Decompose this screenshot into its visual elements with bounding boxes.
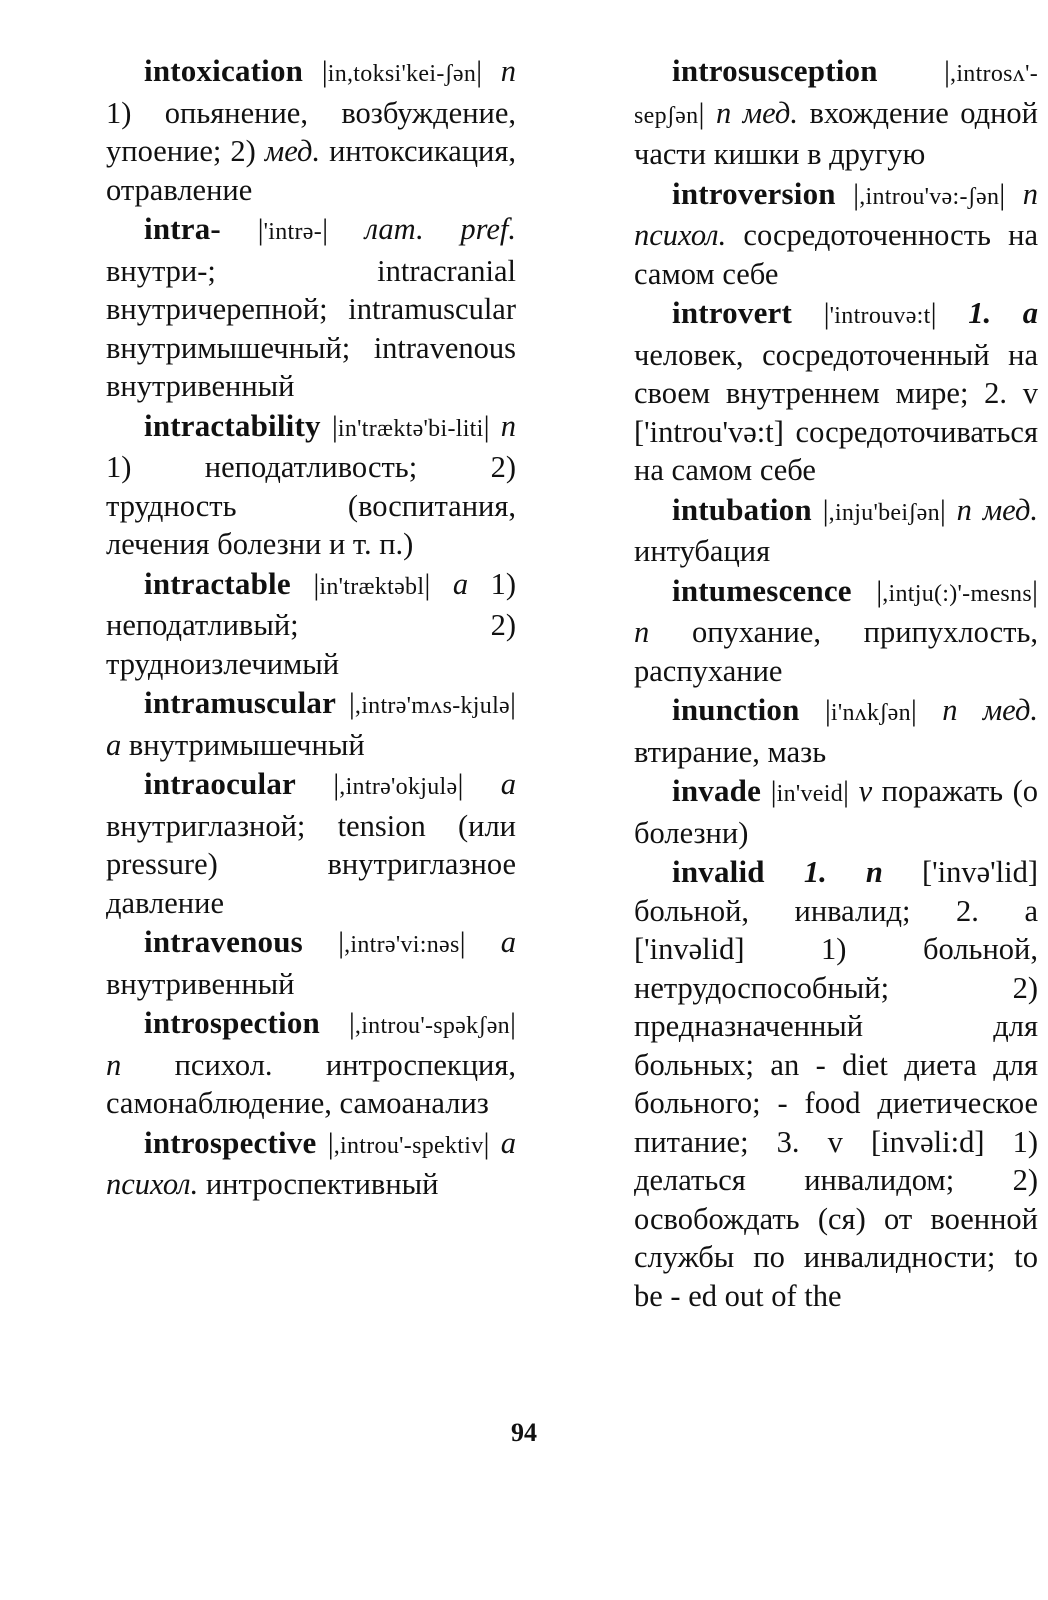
- dictionary-entry: introspective |,introu'-spektiv| a психол. интроспективный: [106, 1124, 516, 1201]
- entry-headword: intractable: [144, 565, 291, 601]
- entry-body: ['invə'lid] больной, инвалид; 2. a ['invəlid] 1) больной, нетрудоспособный; 2) предназначенный для больных; an - diet диета для больного; - food диетическое питание; 3. v [invəli:d] 1) делаться инвалидом; 2) освобождать (ся) от военной службы по инвалидности; to be - ed out of the: [634, 855, 1039, 1313]
- entry-transcription: in,toksi'kei-ʃən: [327, 61, 477, 87]
- entry-pos: n: [500, 54, 517, 88]
- entry-transcription: ,inju'beiʃən: [828, 499, 940, 526]
- entry-pos: a: [106, 727, 122, 762]
- entry-transcription: 'intrə-: [263, 219, 323, 245]
- entry-body: внутриглазной; tension (или pressure) внутриглазное давление: [106, 808, 516, 920]
- dictionary-entry: intoxication |in,toksi'kei-ʃən| n 1) опьянение, возбуждение, упоение; 2) мед. интоксикация, отравление: [106, 53, 517, 207]
- entry-pos: лат. pref.: [364, 212, 516, 246]
- right-column: [634, 52, 1038, 1316]
- entry-headword: intra-: [144, 211, 221, 246]
- entry-headword: intractability: [144, 407, 321, 443]
- entry-label: мед.: [742, 95, 798, 130]
- entry-transcription: ,introsʌ'-sepʃən: [634, 61, 1038, 129]
- dictionary-entry: intubation |,inju'beiʃən| n мед. интубация: [634, 491, 1038, 568]
- dictionary-entry: introsusception |,introsʌ'-sepʃən| n мед. вхождение одной части кишки в другую: [634, 53, 1039, 171]
- entry-transcription: in'træktə'bi-liti: [337, 415, 484, 442]
- entry-pos: n: [500, 408, 517, 443]
- dictionary-entry: intravenous |,intrə'vi:nəs| a внутривенный: [106, 924, 516, 1001]
- entry-transcription: in'træktəbl: [319, 573, 425, 600]
- entry-pos: n: [1022, 176, 1039, 211]
- dictionary-entry: intramuscular |,intrə'mʌs-kjulə| a внутримышечный: [106, 685, 516, 762]
- entry-transcription: ,intrə'okjulə: [339, 774, 458, 800]
- entry-headword: intravenous: [144, 924, 303, 959]
- entry-headword: introspective: [144, 1124, 317, 1160]
- entry-body2: интоксикация, отравление: [106, 134, 517, 207]
- left-column: [106, 52, 516, 1205]
- dictionary-entry: introspection |,introu'-spəkʃən| n психол. интроспекция, самонаблюдение, самоанализ: [106, 1005, 516, 1120]
- entry-headword: introsusception: [672, 53, 878, 88]
- entry-pos: n мед.: [942, 693, 1038, 727]
- entry-body: внутривенный: [106, 966, 295, 1001]
- entry-body: опухание, припухлость, распухание: [634, 615, 1038, 688]
- entry-body: поражать (о болезни): [634, 774, 1039, 850]
- entry-pos: n: [956, 492, 972, 527]
- entry-transcription: in'veid: [776, 781, 844, 807]
- entry-transcription: ,intju(:)'-mesns: [882, 580, 1032, 607]
- dictionary-entry: introvert |'introuvə:t| 1. a человек, сосредоточенный на своем внутреннем мире; 2. v ['introu'və:t] сосредоточиваться на самом себе: [634, 295, 1039, 487]
- dictionary-entry: introversion |,introu'və:-ʃən| n психол. сосредоточенность на самом себе: [634, 175, 1039, 291]
- entry-label: мед.: [264, 134, 321, 168]
- entry-transcription: ,introu'-spektiv: [333, 1132, 484, 1159]
- dictionary-entry: intractable |in'træktəbl| a 1) неподатливый; 2) трудноизлечимый: [106, 565, 516, 681]
- dictionary-entry: intraocular |,intrə'okjulə| a внутриглазной; tension (или pressure) внутриглазное давление: [106, 766, 516, 920]
- entry-body: внутри-; intracranial внутричерепной; intramuscular внутримышечный; intravenous внутривенный: [106, 253, 516, 403]
- entry-transcription: ,introu'-spəkʃən: [354, 1013, 510, 1039]
- entry-headword: invalid: [672, 854, 765, 889]
- entry-body2: интубация: [634, 534, 771, 568]
- entry-headword: introvert: [672, 295, 793, 330]
- dictionary-entry: intumescence |,intju(:)'-mesns| n опухание, припухлость, распухание: [634, 572, 1038, 688]
- entry-label: психол.: [634, 218, 727, 252]
- entry-headword: introspection: [144, 1005, 320, 1040]
- entry-transcription: 'introuvə:t: [829, 303, 931, 329]
- entry-pos: a: [500, 767, 516, 801]
- entry-pos: 1. a: [968, 296, 1039, 330]
- entry-pos: n: [634, 615, 650, 649]
- dictionary-entry: [634, 853, 1038, 1315]
- entry-body: втирание, мазь: [634, 734, 827, 769]
- entry-body: человек, сосредоточенный на своем внутреннем мире; 2. v ['introu'və:t] сосредоточиваться на самом себе: [634, 337, 1038, 487]
- dictionary-entry: intra- |'intrə-| лат. pref. внутри-; intracranial внутричерепной; intramuscular внутримышечный; intravenous внутривенный: [106, 211, 516, 403]
- entry-headword: inunction: [672, 692, 800, 727]
- entry-pos: n: [715, 95, 732, 130]
- entry-body2: вхождение одной части кишки в другую: [634, 95, 1039, 171]
- entry-headword: intumescence: [672, 572, 852, 608]
- entry-headword: intubation: [672, 491, 812, 527]
- entry-pos: a: [500, 925, 516, 959]
- dictionary-entry: inunction |i'nʌkʃən| n мед. втирание, мазь: [634, 692, 1038, 769]
- entry-label: мед.: [982, 492, 1038, 527]
- entry-body2: интроспективный: [205, 1167, 439, 1201]
- entry-headword: introversion: [672, 175, 836, 211]
- entry-body: 1) неподатливый; 2) трудноизлечимый: [106, 566, 516, 681]
- page-number: 94: [511, 1418, 537, 1447]
- entry-headword: intramuscular: [144, 685, 337, 720]
- entry-body2: сосредоточенность на самом себе: [634, 218, 1038, 291]
- entry-body: внутримышечный: [128, 727, 365, 762]
- entry-pos: a: [500, 1125, 516, 1160]
- dictionary-entry: intractability |in'træktə'bi-liti| n 1) неподатливость; 2) трудность (воспитания, лечения болезни и т. п.): [106, 407, 517, 561]
- entry-headword: invade: [672, 773, 762, 808]
- entry-headword: intoxication: [144, 53, 304, 88]
- entry-transcription: ,intrə'mʌs-kjulə: [354, 693, 510, 719]
- entry-headword: intraocular: [144, 766, 297, 801]
- entry-label: психол.: [106, 1167, 199, 1201]
- entry-transcription: ,introu'və:-ʃən: [859, 183, 1000, 210]
- entry-pos: a: [452, 566, 469, 601]
- entry-body: 1) неподатливость; 2) трудность (воспитания, лечения болезни и т. п.): [106, 450, 516, 561]
- entry-body: 1) опьянение, возбуждение, упоение; 2): [106, 95, 516, 168]
- entry-transcription: i'nʌkʃən: [830, 700, 911, 726]
- entry-body: психол. интроспекция, самонаблюдение, самоанализ: [106, 1047, 516, 1120]
- dictionary-entry: invade |in'veid| v поражать (о болезни): [634, 773, 1039, 850]
- entry-pos: n: [106, 1047, 122, 1082]
- entry-transcription: ,intrə'vi:nəs: [344, 932, 460, 958]
- entry-pos: v: [858, 774, 873, 808]
- entry-pos: 1. n: [803, 855, 883, 889]
